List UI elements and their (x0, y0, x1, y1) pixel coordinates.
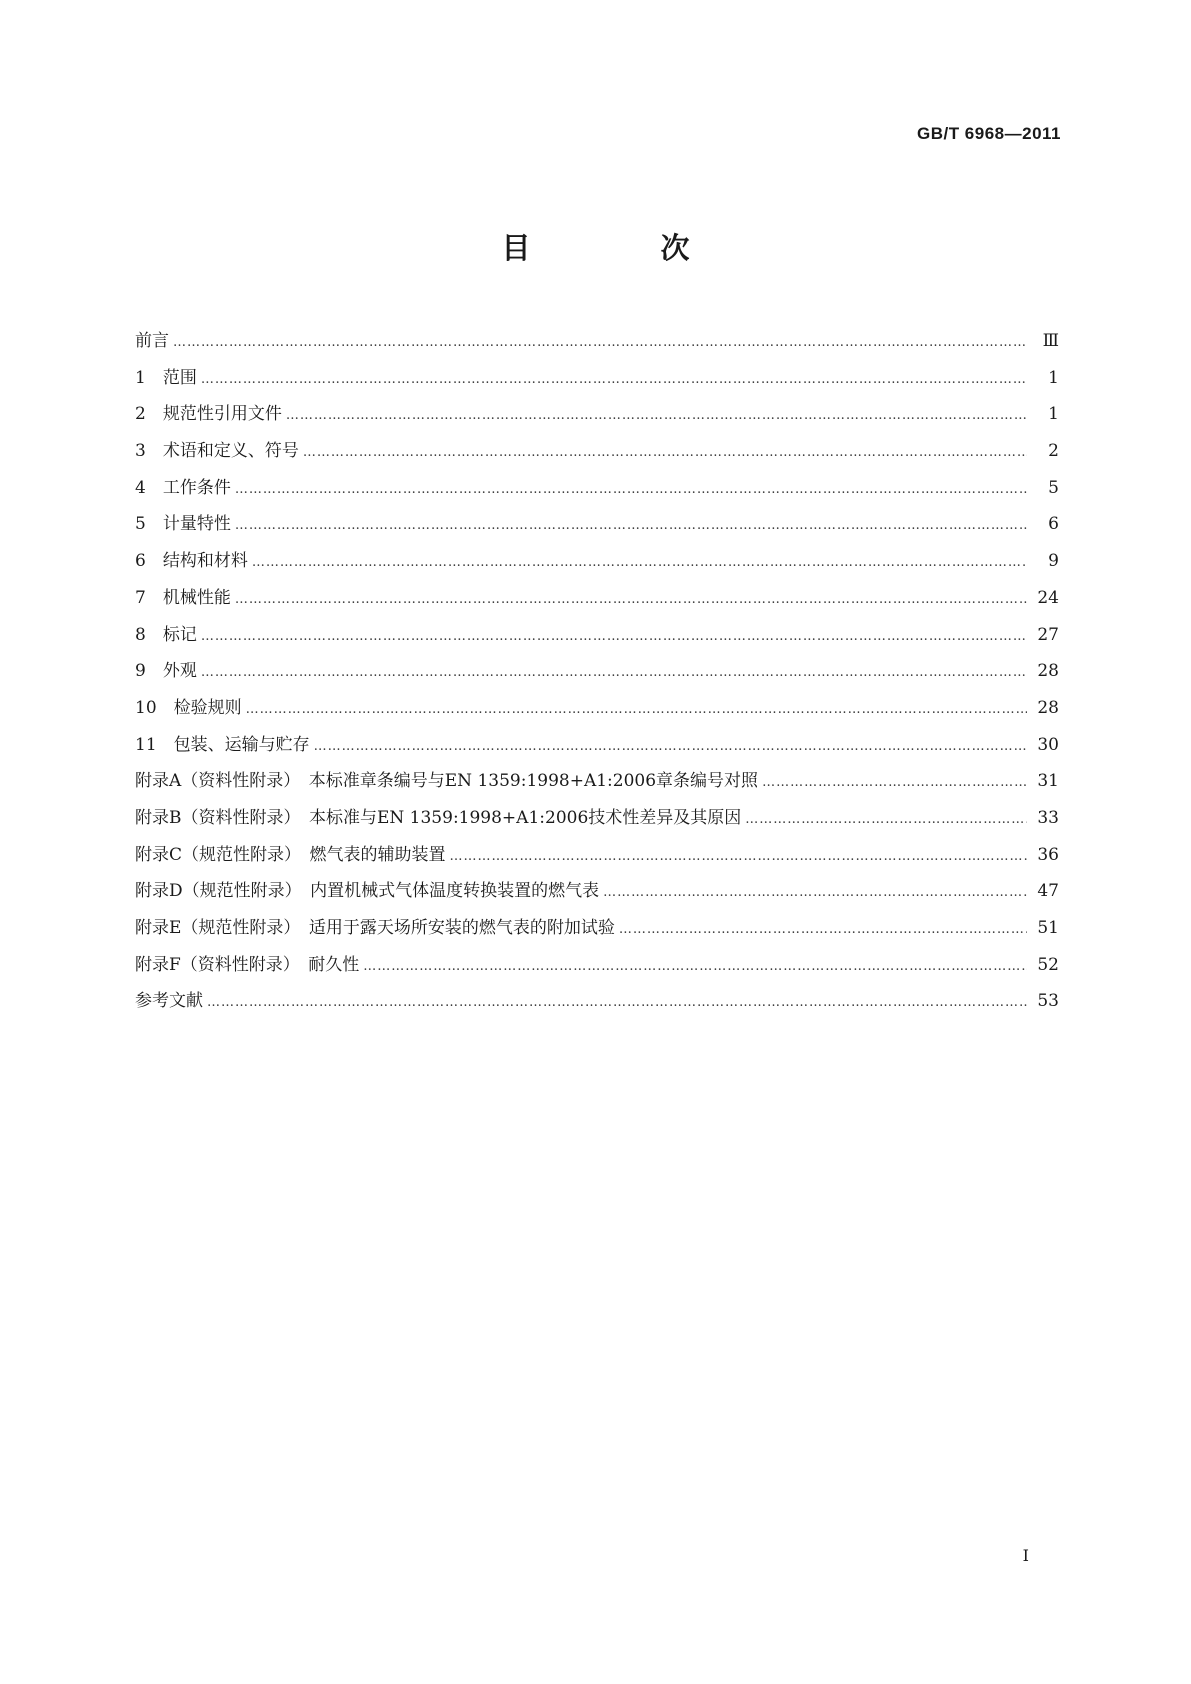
toc-entry-7[interactable] (135, 583, 1059, 620)
toc-leader-dots (619, 922, 1027, 937)
toc-entry-page: 27 (1037, 624, 1059, 645)
toc-entry-page: 31 (1037, 771, 1059, 792)
toc-entry-label: 10 检验规则 (135, 697, 242, 718)
toc-entry-appendix-f[interactable] (135, 950, 1059, 987)
toc-entry-page: 51 (1037, 918, 1059, 938)
toc-leader-dots (762, 775, 1027, 790)
toc-entry-6[interactable] (135, 546, 1059, 583)
toc-entry-label: 附录F（资料性附录） 耐久性 (135, 954, 360, 975)
toc-entry-1[interactable] (135, 363, 1059, 400)
toc-entry-page: 5 (1048, 477, 1059, 498)
toc-entry-page: 24 (1037, 587, 1059, 608)
toc-leader-dots (201, 372, 1027, 387)
toc-entry-page: 52 (1037, 954, 1059, 975)
toc-entry-page: 36 (1037, 844, 1059, 865)
toc-entry-4[interactable] (135, 473, 1059, 510)
toc-entry-label: 9 外观 (135, 661, 197, 682)
toc-leader-dots (201, 665, 1027, 680)
toc-entry-page: 28 (1037, 661, 1059, 682)
toc-entry-page: 30 (1037, 734, 1059, 755)
toc-entry-label: 6 结构和材料 (135, 551, 248, 572)
toc-entry-label: 4 工作条件 (135, 477, 231, 498)
toc-entry-label: 附录A（资料性附录） 本标准章条编号与EN 1359:1998+A1:2006章条编号对照 (135, 771, 759, 792)
toc-leader-dots (235, 518, 1027, 533)
toc-leader-dots (207, 995, 1027, 1010)
toc-entry-label: 2 规范性引用文件 (135, 404, 282, 425)
toc-entry-label: 7 机械性能 (135, 587, 231, 608)
toc-entry-label: 1 范围 (135, 367, 197, 388)
toc-entry-page: 2 (1048, 441, 1059, 462)
toc-entry-page: 47 (1037, 881, 1059, 902)
toc-entry-2[interactable] (135, 399, 1059, 436)
toc-entry-appendix-e[interactable] (135, 913, 1059, 950)
toc-entry-label: 11 包装、运输与贮存 (135, 734, 310, 755)
toc-entry-10[interactable] (135, 693, 1059, 730)
page-number: I (1022, 1546, 1029, 1565)
toc-entry-appendix-d[interactable] (135, 876, 1059, 913)
toc-leader-dots (235, 482, 1027, 497)
toc-entry-label: 前言 (135, 331, 169, 351)
page-title: 目 次 (501, 231, 750, 265)
toc-entry-page: 28 (1037, 697, 1059, 718)
toc-leader-dots (314, 739, 1027, 754)
toc-entry-page: 33 (1037, 807, 1059, 828)
toc-entry-page: 6 (1048, 514, 1059, 535)
toc-entry-label: 附录D（规范性附录） 内置机械式气体温度转换装置的燃气表 (135, 881, 600, 902)
toc-entry-appendix-c[interactable] (135, 840, 1059, 877)
toc-entry-page: 1 (1048, 404, 1059, 425)
toc-leader-dots (201, 629, 1027, 644)
toc-entry-page: Ⅲ (1042, 331, 1059, 351)
toc-entry-5[interactable] (135, 509, 1059, 546)
toc-leader-dots (363, 959, 1027, 974)
toc-entry-label: 8 标记 (135, 624, 197, 645)
toc-entry-8[interactable] (135, 620, 1059, 657)
toc-entry-foreword[interactable] (135, 326, 1059, 363)
toc-entry-3[interactable] (135, 436, 1059, 473)
toc-entry-page: 53 (1037, 991, 1059, 1012)
toc-leader-dots (450, 849, 1027, 864)
toc-leader-dots (173, 335, 1027, 350)
toc-leader-dots (303, 445, 1027, 460)
toc-entry-label: 5 计量特性 (135, 514, 231, 535)
toc-leader-dots (246, 702, 1027, 717)
toc-entry-11[interactable] (135, 730, 1059, 767)
toc-entry-references[interactable] (135, 986, 1059, 1023)
toc-entry-page: 9 (1048, 551, 1059, 572)
table-of-contents (135, 326, 1059, 1023)
toc-leader-dots (603, 885, 1027, 900)
toc-entry-appendix-a[interactable] (135, 766, 1059, 803)
toc-entry-label: 附录C（规范性附录） 燃气表的辅助装置 (135, 844, 446, 865)
toc-entry-label: 附录E（规范性附录） 适用于露天场所安装的燃气表的附加试验 (135, 918, 615, 938)
toc-entry-label: 3 术语和定义、符号 (135, 441, 299, 462)
toc-entry-appendix-b[interactable] (135, 803, 1059, 840)
toc-entry-page: 1 (1048, 367, 1059, 388)
toc-leader-dots (235, 592, 1027, 607)
standard-number: GB/T 6968—2011 (916, 124, 1061, 143)
toc-entry-label: 附录B（资料性附录） 本标准与EN 1359:1998+A1:2006技术性差异及其原因 (135, 807, 742, 828)
toc-leader-dots (745, 812, 1027, 827)
toc-leader-dots (286, 408, 1027, 423)
toc-entry-9[interactable] (135, 656, 1059, 693)
toc-leader-dots (252, 555, 1027, 570)
toc-entry-label: 参考文献 (135, 991, 203, 1012)
